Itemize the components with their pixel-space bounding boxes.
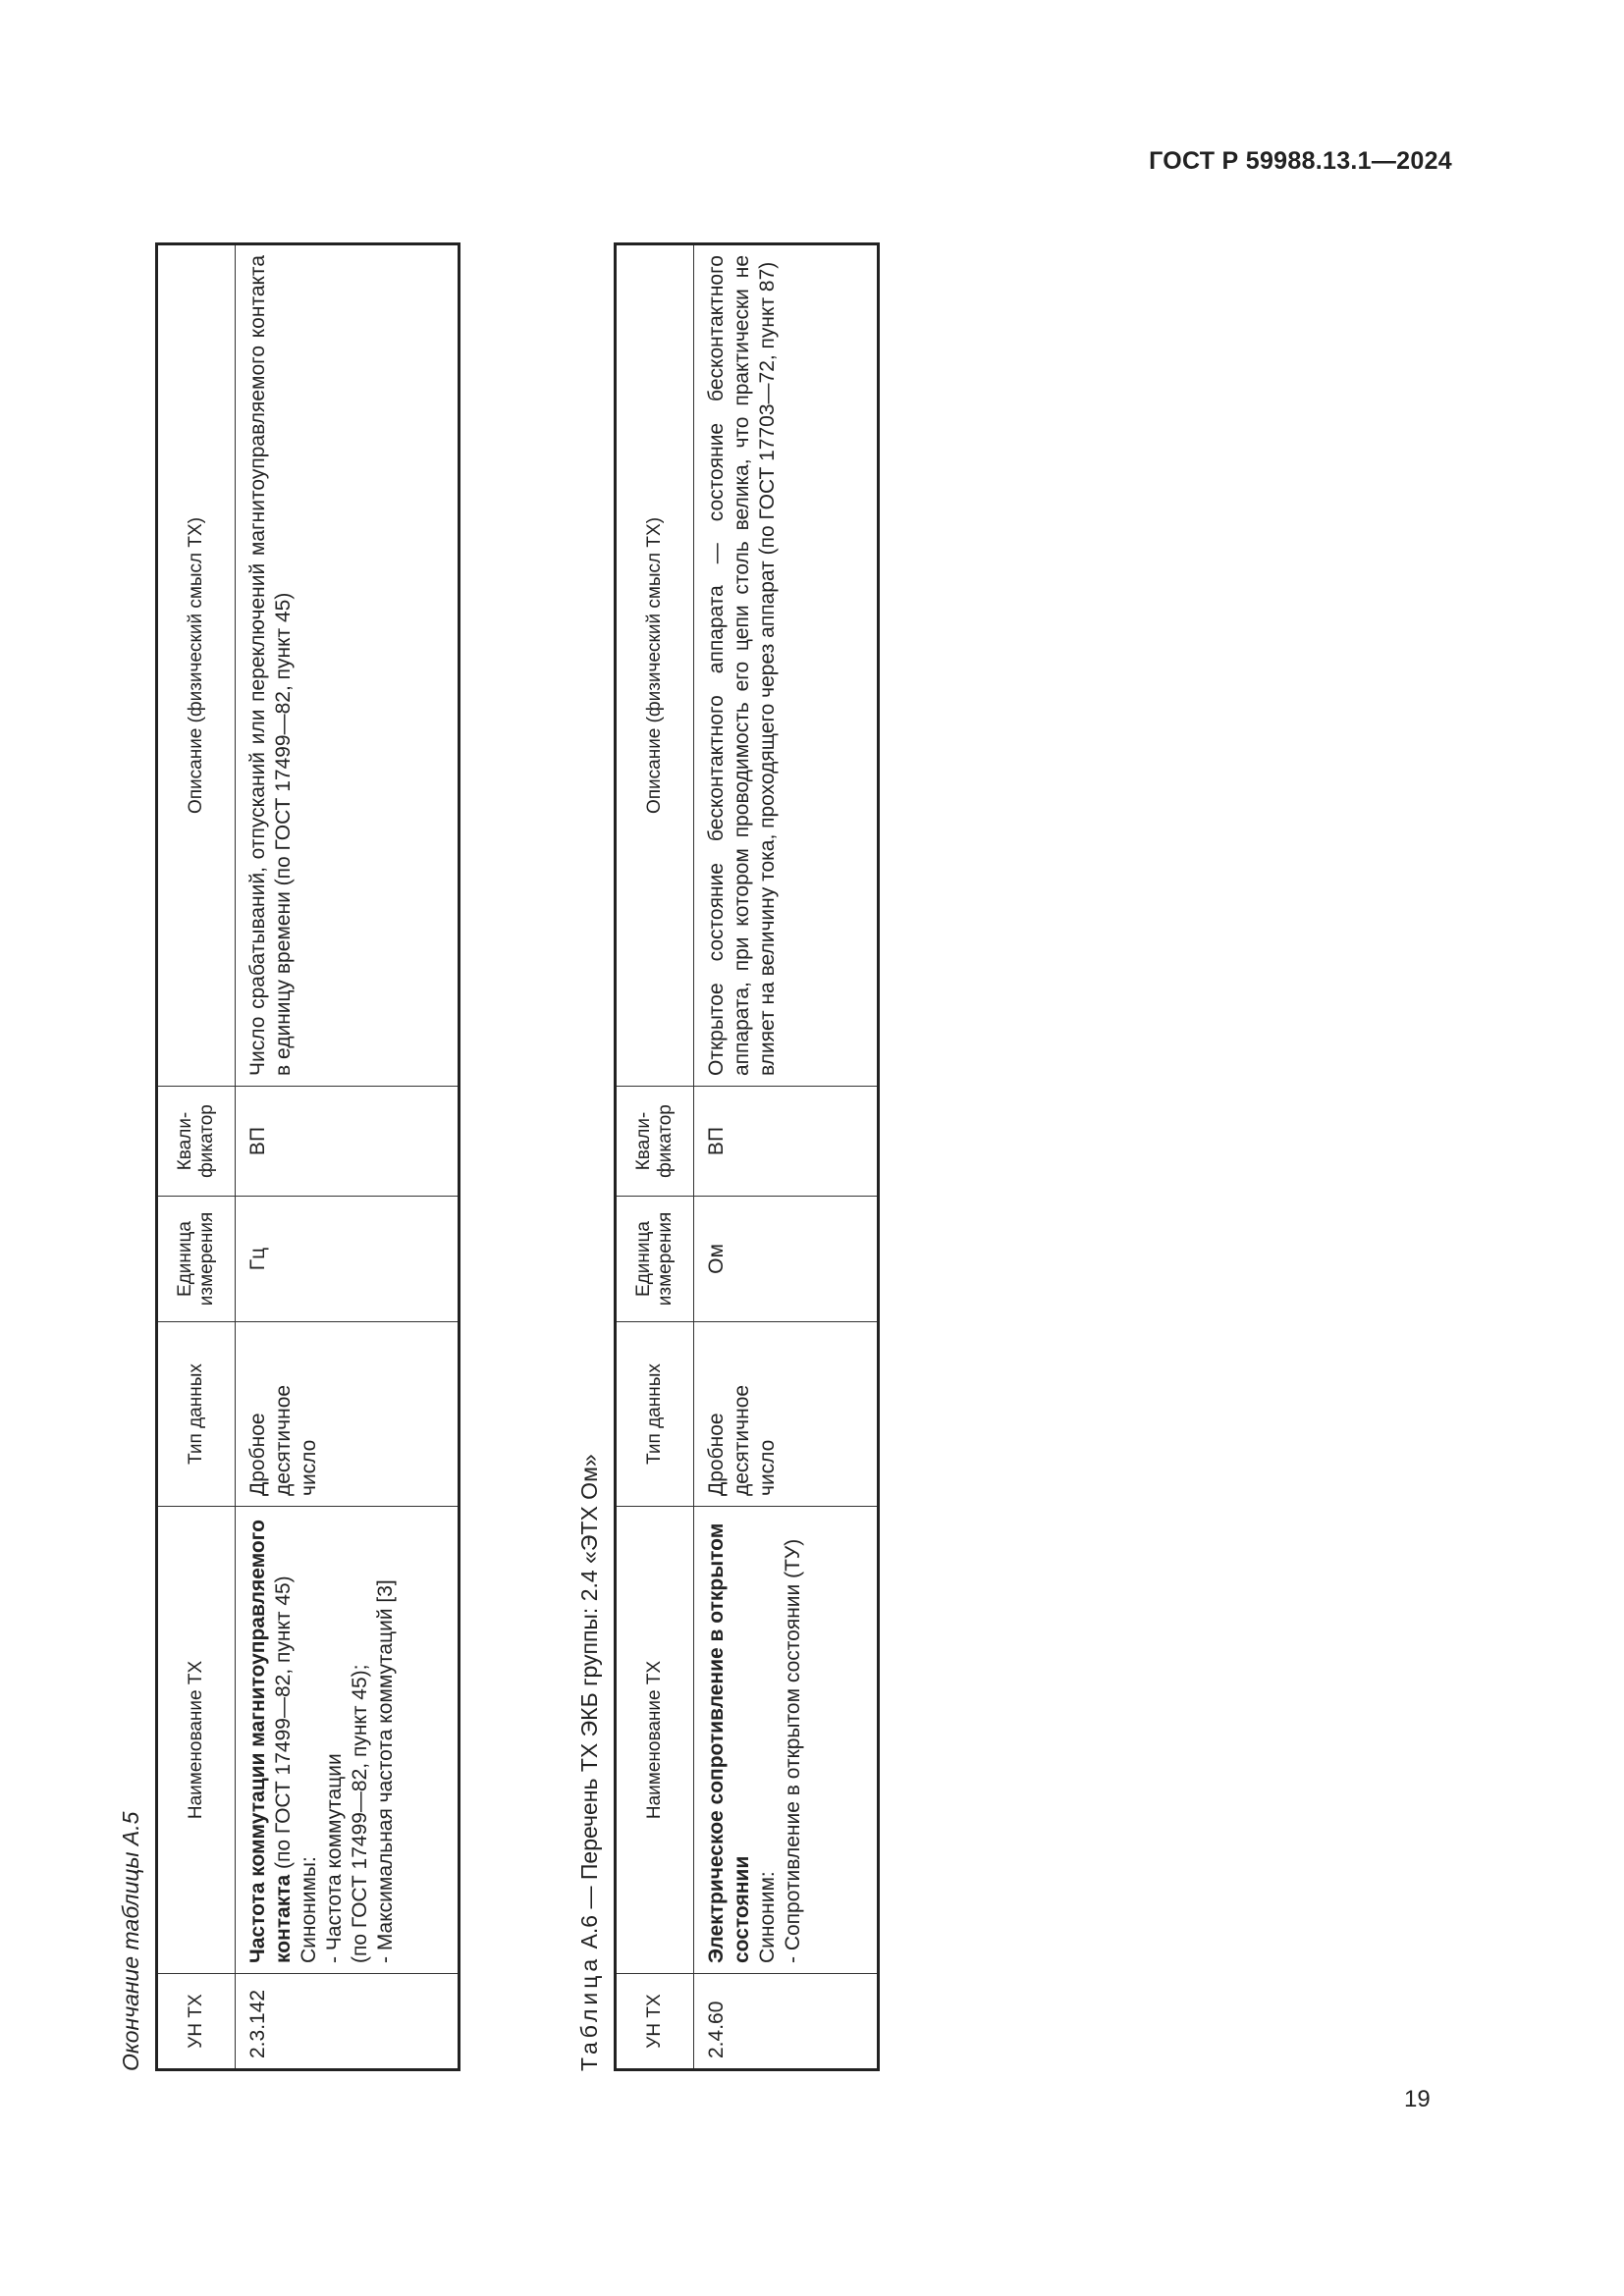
table-caption-lead: Таблица (576, 1954, 602, 2071)
cell-type: Дробное десятичное число (694, 1322, 879, 1507)
cell-type: Дробное десятичное число (236, 1322, 460, 1507)
col-header-unit (157, 1197, 236, 1322)
characteristic-name: Частота коммутации магнитоуправляемого контакта (246, 1520, 295, 1963)
col-header-qualifier-line1: Квали- (633, 1111, 654, 1171)
table-a5-continuation (155, 242, 460, 2071)
cell-unit: Ом (694, 1197, 879, 1322)
col-header-description: Описание (физический смысл ТХ) (616, 244, 694, 1087)
characteristic-reference: (по ГОСТ 17499—82, пункт 45) (272, 1575, 295, 1875)
cell-description: Открытое состояние бесконтактного аппарата — состояние бесконтактного аппарата, при котором проводимость его цепи столь велика, что практически не влияет на величину тока, проходящего через аппарат (по ГОСТ 17703—72, пункт 87) (694, 244, 879, 1087)
synonym-1: - Частота коммутации (323, 1753, 346, 1963)
col-header-unit-line1: Единица (633, 1221, 654, 1297)
col-header-unit (616, 1197, 694, 1322)
cell-qualifier: ВП (236, 1087, 460, 1197)
document-code: ГОСТ Р 59988.13.1—2024 (1149, 147, 1452, 175)
col-header-unit-line2: измерения (655, 1211, 676, 1307)
col-header-description: Описание (физический смысл ТХ) (157, 244, 236, 1087)
table-header-row (616, 244, 694, 2070)
page-number: 19 (1404, 2086, 1431, 2112)
cell-qualifier: ВП (694, 1087, 879, 1197)
col-header-qualifier (157, 1087, 236, 1197)
cell-id: 2.4.60 (694, 1974, 879, 2070)
cell-description: Число срабатываний, отпусканий или переключений магнитоуправляемого контакта в единицу времени (по ГОСТ 17499—82, пункт 45) (236, 244, 460, 1087)
table-row (694, 244, 879, 2070)
col-header-id: УН ТХ (616, 1974, 694, 2070)
cell-id: 2.3.142 (236, 1974, 460, 2070)
table-a6 (614, 242, 880, 2071)
col-header-unit-line1: Единица (175, 1221, 195, 1297)
table-continuation-caption: Окончание таблицы А.5 (118, 1811, 143, 2071)
synonym-1: - Сопротивление в открытом состоянии (ТУ) (782, 1538, 804, 1963)
cell-unit: Гц (236, 1197, 460, 1322)
table-a6-caption (576, 1454, 603, 2071)
col-header-id: УН ТХ (157, 1974, 236, 2070)
synonym-1-reference: (по ГОСТ 17499—82, пункт 45); (349, 1664, 371, 1963)
col-header-qualifier-line2: фикатор (196, 1104, 217, 1178)
col-header-qualifier-line1: Квали- (175, 1111, 195, 1171)
cell-name (236, 1507, 460, 1974)
col-header-type: Тип данных (157, 1322, 236, 1507)
table-row (236, 244, 460, 2070)
rotated-tables-block (108, 226, 982, 2071)
table-header-row (157, 244, 236, 2070)
synonym-2: - Максимальная частота коммутаций [3] (374, 1579, 397, 1963)
col-header-name: Наименование ТХ (616, 1507, 694, 1974)
col-header-type: Тип данных (616, 1322, 694, 1507)
col-header-qualifier (616, 1087, 694, 1197)
col-header-unit-line2: измерения (196, 1211, 217, 1307)
col-header-name: Наименование ТХ (157, 1507, 236, 1974)
characteristic-name: Электрическое сопротивление в открытом состоянии (705, 1522, 753, 1963)
synonyms-label: Синонимы: (298, 1856, 320, 1963)
col-header-qualifier-line2: фикатор (655, 1104, 676, 1178)
cell-name (694, 1507, 879, 1974)
table-caption-title: А.6 — Перечень ТХ ЭКБ группы: 2.4 «ЭТХ Ом» (576, 1454, 602, 1955)
synonyms-label: Синоним: (756, 1871, 779, 1963)
